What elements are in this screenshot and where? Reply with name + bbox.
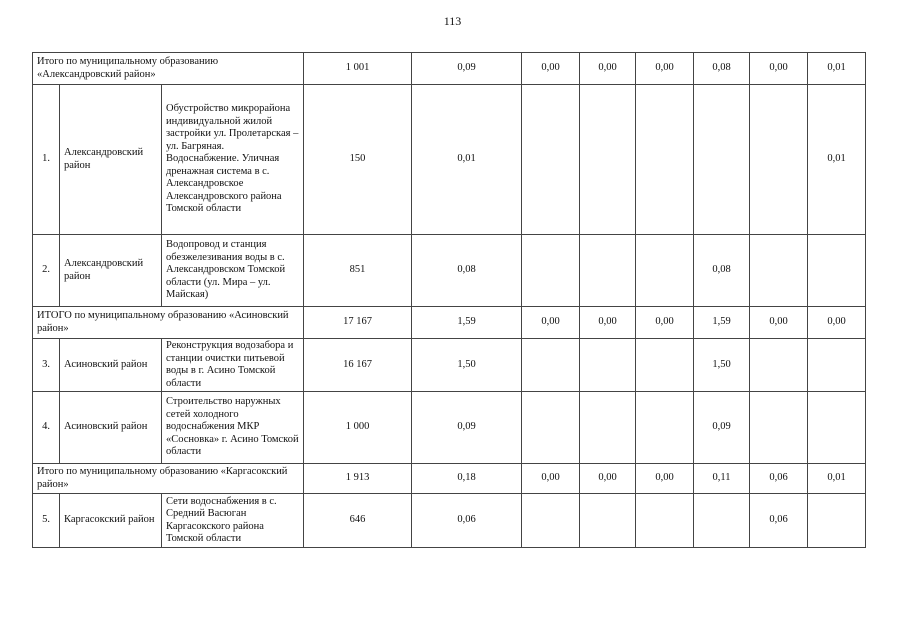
value-cell: 17 167: [304, 307, 412, 339]
total-label-cell: Итого по муниципальному образованию «Каргасокский район»: [33, 464, 304, 494]
table-row: [33, 494, 866, 548]
row-index-cell: 2.: [33, 235, 60, 307]
value-cell: 0,06: [750, 464, 808, 494]
value-cell: [522, 494, 580, 548]
value-cell: 0,00: [580, 307, 636, 339]
value-cell: 0,09: [412, 392, 522, 464]
value-cell: [636, 339, 694, 392]
value-cell: [522, 392, 580, 464]
district-cell: Асиновский район: [60, 339, 162, 392]
value-cell: 0,00: [580, 464, 636, 494]
value-cell: [580, 494, 636, 548]
table-row: [33, 339, 866, 392]
table-body: [33, 53, 866, 548]
description-cell: Строительство наружных сетей холодного водоснабжения МКР «Сосновка» г. Асино Томской области: [162, 392, 304, 464]
value-cell: [580, 392, 636, 464]
value-cell: 1,59: [412, 307, 522, 339]
value-cell: 1 913: [304, 464, 412, 494]
description-cell: Обустройство микрорайона индивидуальной жилой застройки ул. Пролетарская – ул. Багряная. Водоснабжение. Уличная дренажная система в с. Александровское Александровского района Томской области: [162, 85, 304, 235]
value-cell: 0,06: [750, 494, 808, 548]
district-cell: Асиновский район: [60, 392, 162, 464]
report-table: [32, 52, 866, 548]
value-cell: 150: [304, 85, 412, 235]
value-cell: [808, 494, 866, 548]
value-cell: [694, 85, 750, 235]
table-row: [33, 392, 866, 464]
page-number: 113: [443, 14, 462, 28]
value-cell: 646: [304, 494, 412, 548]
value-cell: 0,01: [808, 85, 866, 235]
value-cell: [636, 85, 694, 235]
value-cell: 0,08: [694, 235, 750, 307]
table-row: [33, 85, 866, 235]
value-cell: [750, 392, 808, 464]
value-cell: [750, 85, 808, 235]
row-index-cell: 1.: [33, 85, 60, 235]
value-cell: 0,06: [412, 494, 522, 548]
description-cell: Сети водоснабжения в с. Средний Васюган Каргасокского района Томской области: [162, 494, 304, 548]
value-cell: [522, 85, 580, 235]
value-cell: 0,09: [412, 53, 522, 85]
value-cell: 0,01: [808, 53, 866, 85]
value-cell: 0,09: [694, 392, 750, 464]
value-cell: [808, 339, 866, 392]
total-label-cell: ИТОГО по муниципальному образованию «Асиновский район»: [33, 307, 304, 339]
value-cell: 0,00: [580, 53, 636, 85]
value-cell: [580, 235, 636, 307]
total-row: [33, 53, 866, 85]
value-cell: 0,00: [636, 307, 694, 339]
value-cell: 0,11: [694, 464, 750, 494]
value-cell: 0,18: [412, 464, 522, 494]
value-cell: [808, 235, 866, 307]
district-cell: Александровский район: [60, 235, 162, 307]
value-cell: [750, 339, 808, 392]
description-cell: Водопровод и станция обезжелезивания воды в с. Александровском Томской области (ул. Мира – ул. Майская): [162, 235, 304, 307]
value-cell: 0,01: [412, 85, 522, 235]
value-cell: 1,59: [694, 307, 750, 339]
value-cell: [580, 85, 636, 235]
value-cell: 0,08: [412, 235, 522, 307]
row-index-cell: 5.: [33, 494, 60, 548]
value-cell: 0,00: [750, 307, 808, 339]
value-cell: 851: [304, 235, 412, 307]
value-cell: [636, 235, 694, 307]
value-cell: [808, 392, 866, 464]
value-cell: [522, 235, 580, 307]
value-cell: 0,00: [808, 307, 866, 339]
value-cell: [636, 392, 694, 464]
value-cell: [580, 339, 636, 392]
table-row: [33, 235, 866, 307]
value-cell: 0,01: [808, 464, 866, 494]
value-cell: 0,00: [522, 53, 580, 85]
description-cell: Реконструкция водозабора и станции очистки питьевой воды в г. Асино Томской области: [162, 339, 304, 392]
value-cell: 0,00: [636, 53, 694, 85]
value-cell: [636, 494, 694, 548]
district-cell: Александровский район: [60, 85, 162, 235]
row-index-cell: 3.: [33, 339, 60, 392]
value-cell: 1 000: [304, 392, 412, 464]
value-cell: 16 167: [304, 339, 412, 392]
value-cell: [750, 235, 808, 307]
value-cell: 1,50: [412, 339, 522, 392]
value-cell: 0,00: [750, 53, 808, 85]
district-cell: Каргасокский район: [60, 494, 162, 548]
value-cell: 0,00: [636, 464, 694, 494]
total-row: [33, 307, 866, 339]
total-row: [33, 464, 866, 494]
value-cell: 0,08: [694, 53, 750, 85]
value-cell: [522, 339, 580, 392]
value-cell: 1 001: [304, 53, 412, 85]
value-cell: 0,00: [522, 307, 580, 339]
total-label-cell: Итого по муниципальному образованию «Александровский район»: [33, 53, 304, 85]
row-index-cell: 4.: [33, 392, 60, 464]
value-cell: 0,00: [522, 464, 580, 494]
value-cell: 1,50: [694, 339, 750, 392]
value-cell: [694, 494, 750, 548]
